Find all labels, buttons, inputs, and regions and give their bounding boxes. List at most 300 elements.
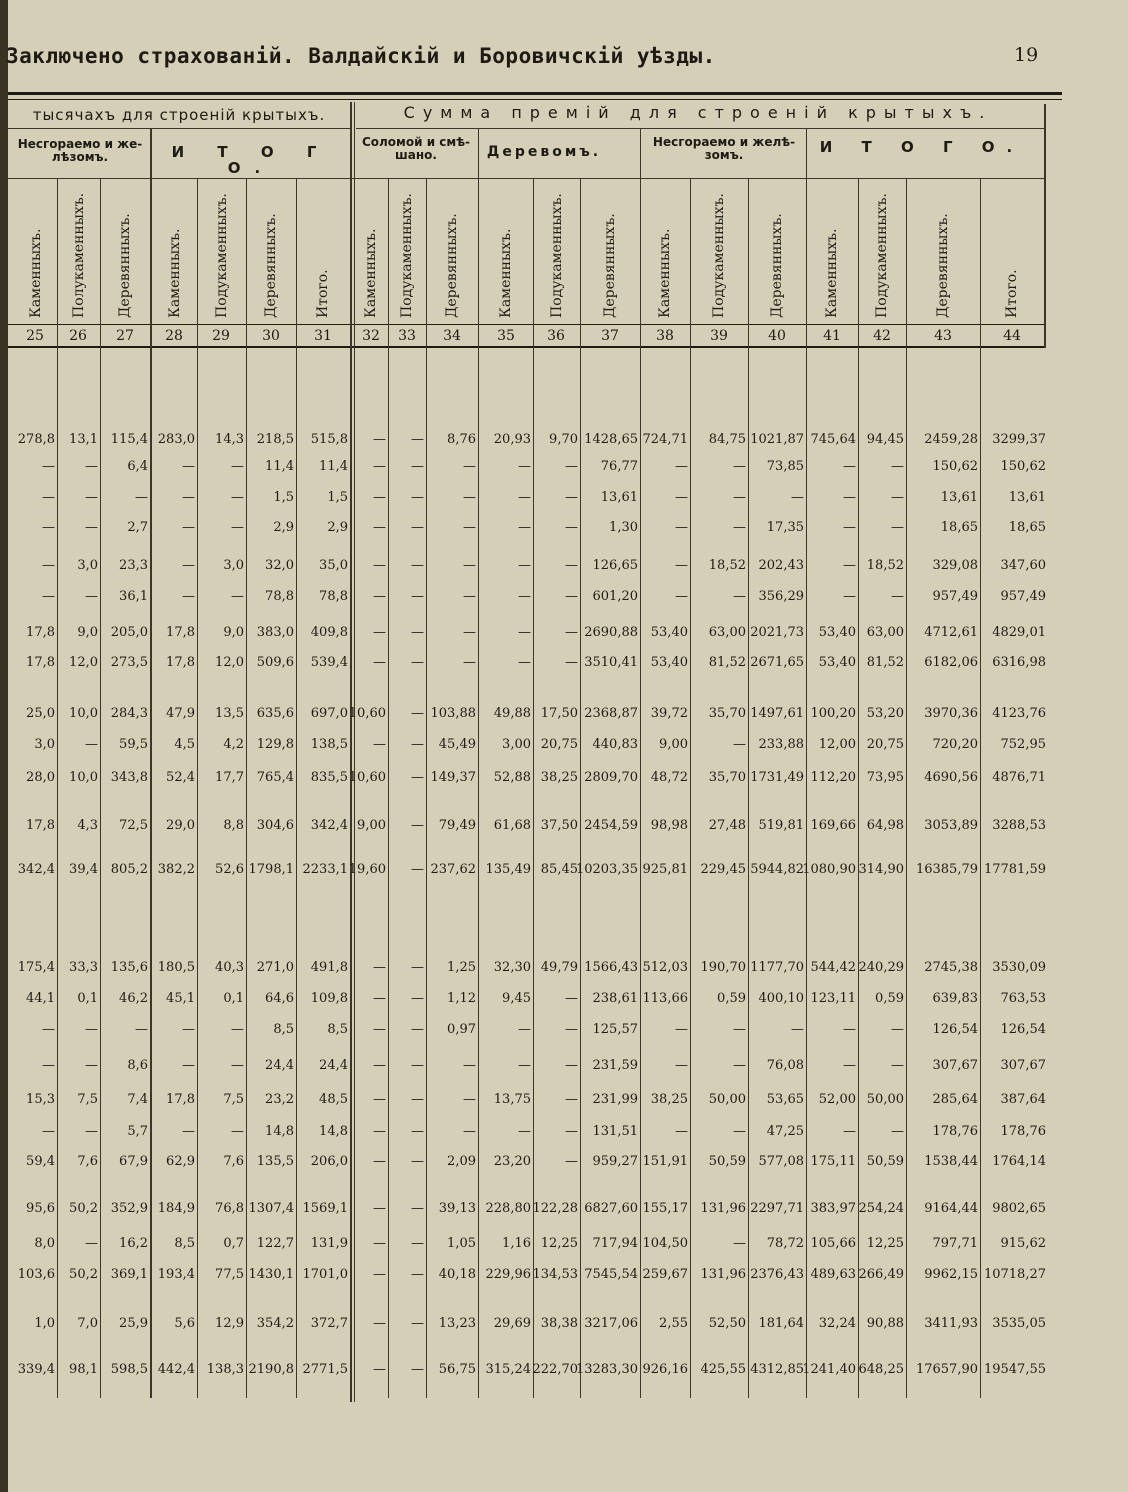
table-cell: —	[843, 520, 856, 535]
table-cell: —	[182, 459, 195, 474]
table-cell: 38,25	[650, 1092, 688, 1107]
table-cell: 1,0	[34, 1316, 55, 1331]
table-cell: —	[373, 490, 386, 505]
col-label-25: Каменныхъ.	[27, 228, 44, 318]
table-cell: 0,97	[447, 1022, 476, 1037]
table-cell: —	[565, 1058, 578, 1073]
table-cell: 126,54	[932, 1022, 978, 1037]
table-cell: 3053,89	[924, 818, 978, 833]
table-cell: 17,8	[26, 625, 55, 640]
table-cell: —	[42, 490, 55, 505]
table-cell: 7545,54	[584, 1267, 638, 1282]
table-cell: 1,5	[273, 490, 294, 505]
table-cell: —	[373, 459, 386, 474]
table-cell: 1307,4	[248, 1201, 294, 1216]
table-cell: 491,8	[310, 960, 348, 975]
table-cell: —	[411, 459, 424, 474]
table-cell: 50,59	[708, 1154, 746, 1169]
table-cell: 67,9	[119, 1154, 148, 1169]
table-cell: 4,2	[223, 737, 244, 752]
table-cell: 724,71	[642, 432, 688, 447]
table-cell: 95,6	[26, 1201, 55, 1216]
table-cell: 76,8	[215, 1201, 244, 1216]
table-cell: 28,0	[26, 770, 55, 785]
table-cell: 343,8	[110, 770, 148, 785]
table-cell: 36,1	[119, 589, 148, 604]
table-cell: 61,68	[493, 818, 531, 833]
table-cell: 11,4	[265, 459, 294, 474]
table-cell: —	[843, 490, 856, 505]
table-cell: 957,49	[932, 589, 978, 604]
table-cell: 18,52	[708, 558, 746, 573]
table-cell: 544,42	[810, 960, 856, 975]
col-number: 27	[116, 328, 134, 344]
subheader-noncombustible-left: Несгораемо и же-лѣзомъ.	[17, 137, 143, 164]
table-cell: 6316,98	[992, 655, 1046, 670]
table-cell: 17,7	[215, 770, 244, 785]
table-cell: 12,00	[818, 737, 856, 752]
table-cell: 284,3	[110, 706, 148, 721]
table-cell: —	[411, 490, 424, 505]
table-cell: 35,70	[708, 706, 746, 721]
table-cell: 53,40	[818, 655, 856, 670]
table-cell: —	[373, 589, 386, 604]
table-cell: 53,65	[766, 1092, 804, 1107]
table-cell: 49,79	[540, 960, 578, 975]
table-cell: 9,00	[357, 818, 386, 833]
table-cell: 62,9	[166, 1154, 195, 1169]
table-cell: —	[891, 1022, 904, 1037]
table-cell: —	[843, 1058, 856, 1073]
table-cell: 48,72	[650, 770, 688, 785]
table-cell: —	[463, 655, 476, 670]
table-cell: 835,5	[310, 770, 348, 785]
col-number: 30	[262, 328, 280, 344]
table-cell: 1,25	[447, 960, 476, 975]
table-cell: 0,1	[223, 991, 244, 1006]
table-cell: 52,6	[215, 862, 244, 877]
table-cell: 50,2	[69, 1201, 98, 1216]
table-cell: 304,6	[256, 818, 294, 833]
col-number: 26	[69, 328, 87, 344]
table-cell: 2297,71	[750, 1201, 804, 1216]
table-cell: 266,49	[858, 1267, 904, 1282]
table-cell: —	[411, 1058, 424, 1073]
table-cell: —	[42, 589, 55, 604]
table-cell: 98,98	[650, 818, 688, 833]
table-cell: 2771,5	[302, 1362, 348, 1377]
table-cell: 25,0	[26, 706, 55, 721]
table-cell: —	[891, 520, 904, 535]
table-cell: —	[373, 1316, 386, 1331]
table-cell: 3530,09	[992, 960, 1046, 975]
table-cell: 49,88	[493, 706, 531, 721]
table-cell: 2,9	[327, 520, 348, 535]
table-cell: —	[373, 1362, 386, 1377]
table-cell: 229,45	[700, 862, 746, 877]
table-cell: 112,20	[810, 770, 856, 785]
table-cell: 13,61	[1008, 490, 1046, 505]
table-cell: 15,3	[26, 1092, 55, 1107]
table-cell: 7,0	[77, 1316, 98, 1331]
table-cell: 2368,87	[584, 706, 638, 721]
table-cell: —	[891, 490, 904, 505]
table-cell: —	[231, 490, 244, 505]
table-cell: 4,5	[174, 737, 195, 752]
table-cell: —	[733, 520, 746, 535]
table-cell: 9,45	[502, 991, 531, 1006]
table-cell: —	[463, 1124, 476, 1139]
table-cell: —	[891, 459, 904, 474]
col-label-31: Итого.	[315, 269, 331, 318]
table-cell: 314,90	[858, 862, 904, 877]
table-cell: —	[463, 520, 476, 535]
table-cell: —	[675, 1058, 688, 1073]
table-cell: 8,8	[223, 818, 244, 833]
table-cell: 12,9	[215, 1316, 244, 1331]
table-cell: 329,08	[932, 558, 978, 573]
table-cell: —	[518, 625, 531, 640]
col-number: 25	[26, 328, 44, 344]
table-cell: 745,64	[810, 432, 856, 447]
table-cell: 9,00	[659, 737, 688, 752]
table-cell: 17,35	[766, 520, 804, 535]
table-cell: 59,5	[119, 737, 148, 752]
table-cell: —	[791, 490, 804, 505]
subheader-total-left: И Т О Г О.	[171, 143, 331, 177]
table-cell: 10718,27	[983, 1267, 1046, 1282]
table-cell: 515,8	[310, 432, 348, 447]
table-cell: 90,88	[866, 1316, 904, 1331]
table-cell: 635,6	[256, 706, 294, 721]
table-cell: —	[733, 1236, 746, 1251]
table-cell: —	[373, 1092, 386, 1107]
table-cell: 283,0	[157, 432, 195, 447]
table-cell: 13,23	[438, 1316, 476, 1331]
table-cell: 53,40	[650, 625, 688, 640]
col-label-33: Подукаменныхъ.	[399, 193, 415, 318]
table-cell: 78,8	[265, 589, 294, 604]
table-cell: 1177,70	[750, 960, 804, 975]
table-cell: 4,3	[77, 818, 98, 833]
table-cell: 1,16	[502, 1236, 531, 1251]
col-label-40: Деревянныхъ.	[769, 213, 785, 318]
table-cell: 100,20	[810, 706, 856, 721]
table-cell: 52,88	[493, 770, 531, 785]
table-cell: 38,38	[540, 1316, 578, 1331]
table-cell: 1731,49	[750, 770, 804, 785]
col-label-27: Деревянныхъ.	[117, 213, 133, 318]
table-cell: 5,7	[127, 1124, 148, 1139]
table-cell: 9164,44	[924, 1201, 978, 1216]
table-cell: 957,49	[1000, 589, 1046, 604]
table-cell: —	[373, 1267, 386, 1282]
table-cell: —	[42, 558, 55, 573]
table-cell: 0,7	[223, 1236, 244, 1251]
table-cell: —	[231, 1058, 244, 1073]
table-cell: 81,52	[866, 655, 904, 670]
table-cell: 123,11	[810, 991, 856, 1006]
table-cell: 3970,36	[924, 706, 978, 721]
table-cell: 720,20	[932, 737, 978, 752]
table-cell: 3217,06	[584, 1316, 638, 1331]
col-label-34: Деревянныхъ.	[444, 213, 460, 318]
table-cell: 134,53	[532, 1267, 578, 1282]
table-cell: 231,99	[592, 1092, 638, 1107]
table-cell: —	[373, 991, 386, 1006]
table-cell: 14,8	[319, 1124, 348, 1139]
col-label-28: Каменныхъ.	[166, 228, 183, 318]
table-cell: 10,0	[69, 770, 98, 785]
table-cell: —	[85, 490, 98, 505]
table-cell: 122,28	[532, 1201, 578, 1216]
table-cell: 76,08	[766, 1058, 804, 1073]
table-cell: 45,49	[438, 737, 476, 752]
table-cell: —	[565, 1154, 578, 1169]
table-cell: —	[733, 1022, 746, 1037]
table-cell: —	[843, 1124, 856, 1139]
top-rule	[8, 92, 1062, 95]
table-cell: —	[85, 1022, 98, 1037]
table-cell: 135,6	[110, 960, 148, 975]
col-number: 37	[601, 328, 619, 344]
table-cell: 18,65	[940, 520, 978, 535]
table-cell: 1798,1	[248, 862, 294, 877]
header-bottom-rule	[8, 324, 1044, 325]
table-cell: 315,24	[485, 1362, 531, 1377]
table-cell: 307,67	[1000, 1058, 1046, 1073]
table-cell: 440,83	[592, 737, 638, 752]
table-cell: 1497,61	[750, 706, 804, 721]
table-cell: 1,05	[447, 1236, 476, 1251]
table-cell: 285,64	[932, 1092, 978, 1107]
table-cell: —	[373, 1124, 386, 1139]
table-cell: 64,6	[265, 991, 294, 1006]
col-number: 29	[212, 328, 230, 344]
table-cell: 2745,38	[924, 960, 978, 975]
table-cell: —	[891, 1124, 904, 1139]
table-cell: —	[85, 1236, 98, 1251]
table-cell: —	[231, 459, 244, 474]
page-title: Заключено страхованій. Валдайскій и Боровичскій уѣзды.	[6, 44, 716, 68]
table-cell: 59,4	[26, 1154, 55, 1169]
table-cell: 12,25	[866, 1236, 904, 1251]
top-rule-thin	[8, 99, 1062, 100]
table-cell: —	[733, 1124, 746, 1139]
table-cell: 383,97	[810, 1201, 856, 1216]
table-cell: —	[182, 520, 195, 535]
table-cell: 9962,15	[924, 1267, 978, 1282]
table-cell: 519,81	[758, 818, 804, 833]
table-cell: 648,25	[858, 1362, 904, 1377]
table-cell: 193,4	[157, 1267, 195, 1282]
table-cell: 915,62	[1000, 1236, 1046, 1251]
table-cell: 122,7	[256, 1236, 294, 1251]
table-cell: 3,0	[34, 737, 55, 752]
table-cell: —	[463, 558, 476, 573]
table-cell: 13283,30	[575, 1362, 638, 1377]
table-cell: 509,6	[256, 655, 294, 670]
table-cell: —	[42, 1058, 55, 1073]
table-cell: —	[675, 1124, 688, 1139]
table-cell: 184,9	[157, 1201, 195, 1216]
table-cell: 1,12	[447, 991, 476, 1006]
table-cell: 16,2	[119, 1236, 148, 1251]
table-cell: —	[463, 589, 476, 604]
table-cell: 205,0	[110, 625, 148, 640]
table-cell: 50,59	[866, 1154, 904, 1169]
table-cell: 577,08	[758, 1154, 804, 1169]
subheader-noncombustible-right: Несгораемо и желѣ-зомъ.	[652, 135, 796, 162]
table-cell: 25,9	[119, 1316, 148, 1331]
table-cell: 52,50	[708, 1316, 746, 1331]
table-cell: 372,7	[310, 1316, 348, 1331]
table-cell: —	[373, 737, 386, 752]
table-cell: 2809,70	[584, 770, 638, 785]
table-cell: 178,76	[932, 1124, 978, 1139]
table-cell: 409,8	[310, 625, 348, 640]
table-cell: 32,24	[818, 1316, 856, 1331]
table-cell: 2021,73	[750, 625, 804, 640]
table-cell: 2459,28	[924, 432, 978, 447]
table-cell: 9802,65	[992, 1201, 1046, 1216]
table-cell: —	[565, 625, 578, 640]
table-cell: 10,60	[348, 706, 386, 721]
table-cell: 53,20	[866, 706, 904, 721]
table-cell: 131,51	[592, 1124, 638, 1139]
table-cell: —	[373, 432, 386, 447]
table-cell: 29,69	[493, 1316, 531, 1331]
subheader-total-right: И Т О Г О.	[819, 138, 1025, 156]
table-cell: 104,50	[642, 1236, 688, 1251]
table-cell: 237,62	[430, 862, 476, 877]
table-cell: 9,0	[77, 625, 98, 640]
table-cell: 131,96	[700, 1201, 746, 1216]
table-cell: —	[411, 737, 424, 752]
table-cell: —	[565, 490, 578, 505]
table-cell: —	[411, 1236, 424, 1251]
table-cell: 45,1	[166, 991, 195, 1006]
table-cell: 797,71	[932, 1236, 978, 1251]
table-cell: —	[411, 1092, 424, 1107]
table-cell: 6182,06	[924, 655, 978, 670]
table-cell: —	[42, 1124, 55, 1139]
table-cell: —	[85, 1058, 98, 1073]
table-cell: 23,2	[265, 1092, 294, 1107]
col-number: 33	[398, 328, 416, 344]
table-cell: —	[182, 589, 195, 604]
table-cell: 20,93	[493, 432, 531, 447]
table-cell: —	[373, 558, 386, 573]
table-cell: —	[411, 1154, 424, 1169]
table-cell: 16385,79	[915, 862, 978, 877]
table-cell: —	[675, 589, 688, 604]
table-cell: 1241,40	[802, 1362, 856, 1377]
table-cell: 3535,05	[992, 1316, 1046, 1331]
col-label-32: Каменныхъ.	[363, 228, 379, 318]
table-cell: —	[42, 520, 55, 535]
table-cell: 105,66	[810, 1236, 856, 1251]
table-cell: 103,88	[430, 706, 476, 721]
table-cell: 1,5	[327, 490, 348, 505]
table-cell: —	[411, 1316, 424, 1331]
col-label-39: Подукаменныхъ.	[711, 193, 727, 318]
table-cell: 56,75	[438, 1362, 476, 1377]
table-cell: 131,96	[700, 1267, 746, 1282]
table-cell: 354,2	[256, 1316, 294, 1331]
table-cell: 44,1	[26, 991, 55, 1006]
col-number: 39	[710, 328, 728, 344]
table-cell: —	[565, 1092, 578, 1107]
table-cell: 717,94	[592, 1236, 638, 1251]
group-header-left: тысячахъ для строеній крытыхъ.	[32, 106, 326, 124]
table-cell: 13,61	[940, 490, 978, 505]
table-cell: —	[373, 1058, 386, 1073]
table-cell: 4312,85	[750, 1362, 804, 1377]
table-cell: 126,65	[592, 558, 638, 573]
table-cell: —	[565, 1022, 578, 1037]
table-cell: —	[518, 589, 531, 604]
table-cell: 3411,93	[924, 1316, 978, 1331]
table-cell: —	[135, 490, 148, 505]
table-cell: —	[182, 490, 195, 505]
table-cell: 240,29	[858, 960, 904, 975]
table-cell: 763,53	[1000, 991, 1046, 1006]
table-cell: 64,98	[866, 818, 904, 833]
table-cell: 2,55	[659, 1316, 688, 1331]
table-cell: 1701,0	[302, 1267, 348, 1282]
table-cell: 2233,1	[302, 862, 348, 877]
table-cell: 77,5	[215, 1267, 244, 1282]
table-cell: 81,52	[708, 655, 746, 670]
table-cell: —	[733, 589, 746, 604]
table-cell: —	[411, 625, 424, 640]
table-cell: 489,63	[810, 1267, 856, 1282]
table-cell: 151,91	[642, 1154, 688, 1169]
table-cell: 27,48	[708, 818, 746, 833]
table-cell: 347,60	[1000, 558, 1046, 573]
table-cell: 7,6	[77, 1154, 98, 1169]
col-number: 43	[934, 328, 952, 344]
table-cell: —	[843, 558, 856, 573]
table-cell: 39,72	[650, 706, 688, 721]
table-cell: 271,0	[256, 960, 294, 975]
table-cell: 17,8	[26, 655, 55, 670]
table-cell: 94,45	[866, 432, 904, 447]
table-cell: 9,0	[223, 625, 244, 640]
table-cell: —	[675, 520, 688, 535]
table-cell: 40,18	[438, 1267, 476, 1282]
table-cell: 180,5	[157, 960, 195, 975]
table-cell: —	[85, 1124, 98, 1139]
col-number: 34	[443, 328, 461, 344]
table-cell: 47,25	[766, 1124, 804, 1139]
header-line	[356, 128, 1044, 129]
table-cell: 23,3	[119, 558, 148, 573]
table-cell: 32,30	[493, 960, 531, 975]
col-number: 38	[656, 328, 674, 344]
table-cell: 400,10	[758, 991, 804, 1006]
table-cell: 805,2	[110, 862, 148, 877]
col-label-26: Полукаменныхъ.	[70, 192, 87, 318]
table-cell: 387,64	[1000, 1092, 1046, 1107]
table-cell: 1021,87	[750, 432, 804, 447]
page-number: 19	[1014, 44, 1039, 66]
table-cell: 8,76	[447, 432, 476, 447]
table-cell: —	[373, 655, 386, 670]
table-cell: 63,00	[708, 625, 746, 640]
table-cell: 12,0	[69, 655, 98, 670]
